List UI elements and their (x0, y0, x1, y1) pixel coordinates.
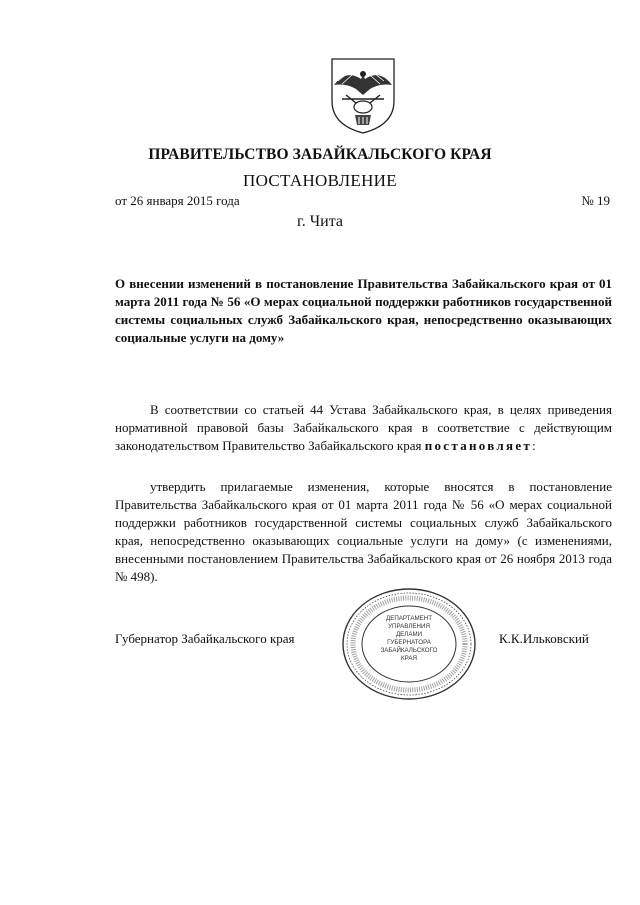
svg-text:КРАЯ: КРАЯ (401, 655, 417, 662)
document-subject: О внесении изменений в постановление Правительства Забайкальского края от 01 марта 2011 года № 56 «О мерах социальной поддержки работников государственной системы социальных служб Забайкальского края, непосредственно оказывающих социальные услуги на дому» (115, 276, 612, 345)
svg-text:УПРАВЛЕНИЯ: УПРАВЛЕНИЯ (388, 623, 430, 630)
government-title: ПРАВИТЕЛЬСТВО ЗАБАЙКАЛЬСКОГО КРАЯ (148, 146, 492, 163)
document-number: № 19 (581, 193, 610, 208)
svg-text:ДЕПАРТАМЕНТ: ДЕПАРТАМЕНТ (386, 615, 432, 622)
document-city: г. Чита (296, 213, 343, 230)
svg-text:ДЕЛАМИ: ДЕЛАМИ (395, 631, 423, 638)
svg-text:ГУБЕРНАТОРА: ГУБЕРНАТОРА (387, 639, 431, 646)
coat-of-arms-icon (328, 55, 398, 135)
svg-text:ЗАБАЙКАЛЬСКОГО: ЗАБАЙКАЛЬСКОГО (380, 647, 438, 654)
preamble-paragraph: В соответствии со статьей 44 Устава Забайкальского края, в целях приведения нормативной правовой базы Забайкальского края в соответствие с действующим законодательством Правительство Забайкальского края постановляет: (115, 402, 612, 453)
decree-word: постановляет (424, 438, 533, 453)
signatory-title: Губернатор Забайкальского края (115, 631, 295, 646)
decision-paragraph: утвердить прилагаемые изменения, которые вносятся в постановление Правительства Забайкальского края от 01 марта 2011 года № 56 «О мерах социальной поддержки работников государственной системы социальных служб Забайкальского края, непосредственно оказывающих социальные услуги на дому» (с изменениями, внесенными постановлением Правительства Забайкальского края от 26 ноября 2013 года № 498). (115, 479, 612, 584)
preamble-text: В соответствии со статьей 44 Устава Забайкальского края, в целях приведения нормативной правовой базы Забайкальского края в соответствие с действующим законодательством Правительство Забайкальского края (115, 402, 612, 453)
document-type: ПОСТАНОВЛЕНИЕ (243, 171, 397, 190)
document-date: от 26 января 2015 года (115, 193, 240, 208)
signatory-name: К.К.Ильковский (499, 631, 589, 646)
official-stamp-icon (340, 586, 478, 702)
